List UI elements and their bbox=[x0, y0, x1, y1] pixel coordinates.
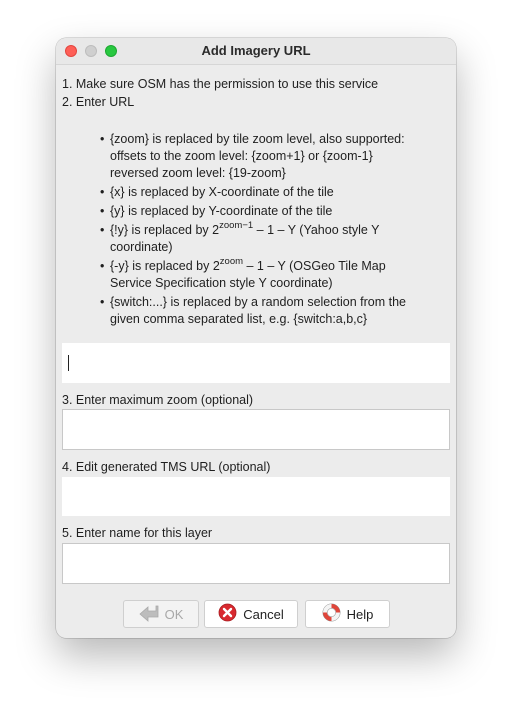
tms-url-input[interactable] bbox=[62, 477, 450, 516]
arrow-left-icon bbox=[139, 604, 159, 625]
text-caret bbox=[68, 355, 69, 371]
help-osgeo-y-line-2: Service Specification style Y coordinate) bbox=[110, 276, 333, 290]
step-2-label: 2. Enter URL bbox=[62, 95, 135, 109]
help-osgeo-y-superscript: zoom bbox=[219, 256, 244, 267]
help-yahoo-y-superscript: zoom−1 bbox=[219, 220, 254, 231]
help-item-x bbox=[100, 184, 440, 201]
step-4-label: 4. Edit generated TMS URL (optional) bbox=[62, 460, 271, 474]
help-yahoo-y-text: {!y} is replaced by 2 bbox=[110, 223, 220, 237]
help-yahoo-y-line-2: coordinate) bbox=[110, 240, 173, 254]
help-osgeo-y-text: {-y} is replaced by 2 bbox=[110, 259, 220, 273]
window-title: Add Imagery URL bbox=[201, 43, 311, 58]
help-osgeo-y-text-end: – 1 – Y (OSGeo Tile Map bbox=[243, 259, 386, 273]
layer-name-input[interactable] bbox=[62, 543, 450, 584]
help-item-osgeo-y bbox=[100, 258, 440, 292]
help-zoom-line-3: reversed zoom level: {19-zoom} bbox=[110, 166, 286, 180]
help-item-zoom bbox=[100, 131, 440, 182]
help-yahoo-y-text-end: – 1 – Y (Yahoo style Y bbox=[253, 223, 380, 237]
help-x-text: {x} is replaced by X-coordinate of the tile bbox=[110, 185, 334, 199]
help-zoom-line-1: {zoom} is replaced by tile zoom level, also supported: bbox=[110, 132, 405, 146]
cancel-x-icon bbox=[218, 603, 237, 625]
dialog-button-row bbox=[56, 600, 456, 632]
cancel-button[interactable] bbox=[204, 600, 298, 628]
step-5-label: 5. Enter name for this layer bbox=[62, 526, 213, 540]
help-zoom-line-2: offsets to the zoom level: {zoom+1} or {zoom-1} bbox=[110, 149, 373, 163]
max-zoom-input[interactable] bbox=[62, 409, 450, 450]
step-1-label: 1. Make sure OSM has the permission to use this service bbox=[62, 77, 379, 91]
help-button[interactable] bbox=[305, 600, 390, 628]
lifebuoy-icon bbox=[322, 603, 341, 625]
help-button-label: Help bbox=[346, 606, 374, 622]
url-placeholder-help-list bbox=[100, 131, 440, 330]
ok-button-label: OK bbox=[164, 606, 184, 622]
add-imagery-url-dialog bbox=[56, 38, 456, 638]
help-item-y bbox=[100, 203, 440, 220]
title-bar bbox=[56, 38, 456, 65]
help-y-text: {y} is replaced by Y-coordinate of the tile bbox=[110, 204, 333, 218]
help-switch-line-2: given comma separated list, e.g. {switch:a,b,c} bbox=[110, 312, 368, 326]
step-3-label: 3. Enter maximum zoom (optional) bbox=[62, 393, 254, 407]
help-switch-line-1: {switch:...} is replaced by a random selection from the bbox=[110, 295, 406, 309]
help-item-yahoo-y bbox=[100, 222, 440, 256]
ok-button[interactable] bbox=[123, 600, 199, 628]
help-item-switch bbox=[100, 294, 440, 328]
url-input[interactable] bbox=[62, 343, 450, 383]
cancel-button-label: Cancel bbox=[243, 606, 284, 622]
